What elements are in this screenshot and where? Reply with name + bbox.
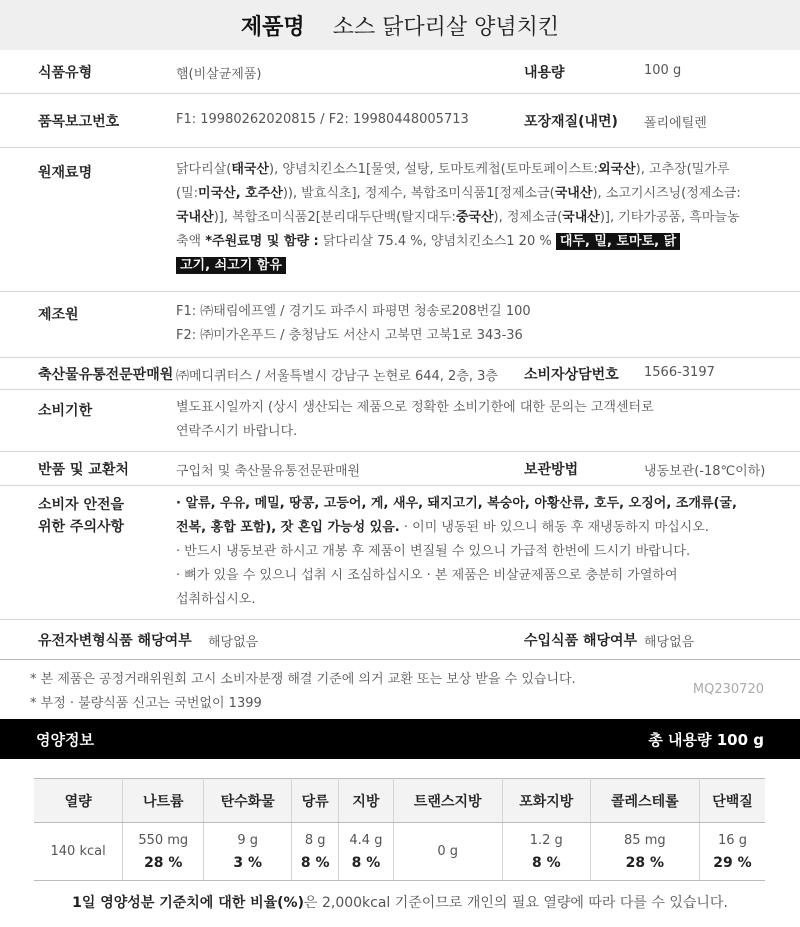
product-name: 소스 닭다리살 양념치킨 <box>332 14 560 40</box>
food-type-value: 햄(비살균제품) <box>176 67 262 82</box>
returns-value: 구입처 및 축산물유통전문판매원 <box>176 464 361 479</box>
nutrient-header: 콜레스테롤 <box>590 779 699 823</box>
allergy-highlight: 대두, 밀, 토마토, 닭 <box>556 233 680 250</box>
volume-label: 내용량 <box>524 65 565 81</box>
nutrition-value-row <box>34 823 765 881</box>
exchange-note: * 본 제품은 공정거래위원회 고시 소비자분쟁 해결 기준에 의거 교환 또는 보상 받을 수 있습니다. <box>30 672 576 687</box>
ingredients-label: 원재료명 <box>38 165 93 181</box>
expiry-text <box>176 396 746 444</box>
nutrient-header: 당류 <box>292 779 339 823</box>
info-row-returns <box>0 452 800 486</box>
nutrient-cell: 8 g 8 % <box>292 823 339 881</box>
consult-value: 1566-3197 <box>644 365 715 380</box>
gmo-value: 해당없음 <box>208 635 259 650</box>
nutrition-header <box>0 719 800 759</box>
info-row-food-type <box>0 50 800 94</box>
nutrient-header: 탄수화물 <box>204 779 292 823</box>
caution-text: · 알류, 우유, 메밀, 땅콩, 고등어, 게, 새우, 돼지고기, 복숭아, 아황산류, 호두, 오징어, 조개류(굴, 전복, 홍합 포함), 잣 혼입 가능성 있음. · 이미 냉동된 바 있으니 해동 후 재냉동하지 마십시오. · 반드시 냉동보관 하시고 개봉 후 제품이 변질될 수 있으니 가급적 한번에 드시기 바랍니다. · 뼈가 있을 수 있으니 섭취 시 조심하십시오 · 본 제품은 비살균제품으로 충분히 가열하여 섭취하십시오. <box>176 496 737 607</box>
volume-value: 100 g <box>644 63 682 78</box>
info-row-ingredients <box>0 148 800 292</box>
product-code: MQ230720 <box>692 682 764 697</box>
report-no-label: 품목보고번호 <box>38 114 120 130</box>
product-name-label: 제품명 <box>240 14 305 40</box>
product-title-bar <box>0 0 800 50</box>
report-note: * 부정 · 불량식품 신고는 국번없이 1399 <box>30 696 262 711</box>
nutrition-table <box>34 778 765 881</box>
expiry-label: 소비기한 <box>38 403 93 419</box>
nutrient-header: 지방 <box>339 779 393 823</box>
gmo-label: 유전자변형식품 해당여부 <box>38 633 192 649</box>
info-row-manufacturer <box>0 292 800 358</box>
nutrient-cell: 16 g 29 % <box>700 823 766 881</box>
food-type-label: 식품유형 <box>38 65 93 81</box>
nutrition-total: 총 내용량 100 g <box>648 731 764 749</box>
nutrient-cell: 4.4 g 8 % <box>339 823 393 881</box>
imported-label: 수입식품 해당여부 <box>524 633 638 649</box>
ingredients-text: 닭다리살(태국산), 양념치킨소스1[물엿, 설탕, 토마토케첩(토마토페이스트:외국산), 고추장(밀가루(밀:미국산, 호주산)), 발효식초], 정제수, 복합조미식품1[정제소금(국내산), 소고기시즈닝(정제소금:국내산)], 복합조미식품2[분리대두단백(탈지대두:중국산), 정제소금(국내산)], 기타가공품, 흑마늘농축액 *주원료명 및 함량 : 닭다리살 75.4 %, 양념치킨소스1 20 % 대두, 밀, 토마토, 닭 고기, 쇠고기 함유 <box>176 162 741 273</box>
allergy-highlight-cont: 고기, 쇠고기 함유 <box>176 257 286 274</box>
manufacturer-text <box>176 300 746 348</box>
distributor-value: ㈜메디퀴터스 / 서울특별시 강남구 논현로 644, 2층, 3층 <box>176 369 498 384</box>
consult-label: 소비자상담번호 <box>524 367 619 383</box>
info-row-report <box>0 94 800 148</box>
manufacturer-label: 제조원 <box>38 307 79 323</box>
nutrient-header: 나트륨 <box>123 779 204 823</box>
imported-value: 해당없음 <box>644 635 695 650</box>
expiry-line2: 연락주시기 바랍니다. <box>176 424 298 439</box>
info-row-caution <box>0 486 800 620</box>
returns-label: 반품 및 교환처 <box>38 462 129 478</box>
caution-label: 소비자 안전을 위한 주의사항 <box>38 497 125 535</box>
info-row-gmo <box>0 620 800 660</box>
info-row-expiry <box>0 390 800 452</box>
storage-value: 냉동보관(-18℃이하) <box>644 464 766 479</box>
expiry-line1: 별도표시일까지 (상시 생산되는 제품으로 정확한 소비기한에 대한 문의는 고객센터로 <box>176 400 654 415</box>
packaging-label: 포장재질(내면) <box>524 114 618 130</box>
distributor-label: 축산물유통전문판매원 <box>38 367 174 383</box>
nutrient-header: 단백질 <box>700 779 766 823</box>
manufacturer-f2: F2: ㈜미가온푸드 / 충청남도 서산시 고북면 고북1로 343-36 <box>176 328 523 343</box>
nutrition-header-row <box>34 779 765 823</box>
nutrient-cell: 140 kcal <box>34 823 123 881</box>
nutrient-header: 포화지방 <box>502 779 590 823</box>
nutrition-title: 영양정보 <box>36 731 94 749</box>
nutrition-footnote: 1일 영양성분 기준치에 대한 비율(%)은 2,000kcal 기준이므로 개인의 필요 열량에 따라 다를 수 있습니다. <box>72 895 728 911</box>
nutrient-cell: 85 mg 28 % <box>590 823 699 881</box>
nutrient-cell: 0 g <box>393 823 502 881</box>
info-row-distributor <box>0 358 800 390</box>
nutrient-cell: 9 g 3 % <box>204 823 292 881</box>
nutrient-cell: 550 mg 28 % <box>123 823 204 881</box>
nutrient-cell: 1.2 g 8 % <box>502 823 590 881</box>
nutrient-header: 트랜스지방 <box>393 779 502 823</box>
storage-label: 보관방법 <box>524 462 579 478</box>
nutrient-header: 열량 <box>34 779 123 823</box>
manufacturer-f1: F1: ㈜태림에프엘 / 경기도 파주시 파평면 청송로208번길 100 <box>176 304 531 319</box>
packaging-value: 폴리에틸렌 <box>644 116 707 131</box>
report-no-value: F1: 19980262020815 / F2: 19980448005713 <box>176 112 469 127</box>
